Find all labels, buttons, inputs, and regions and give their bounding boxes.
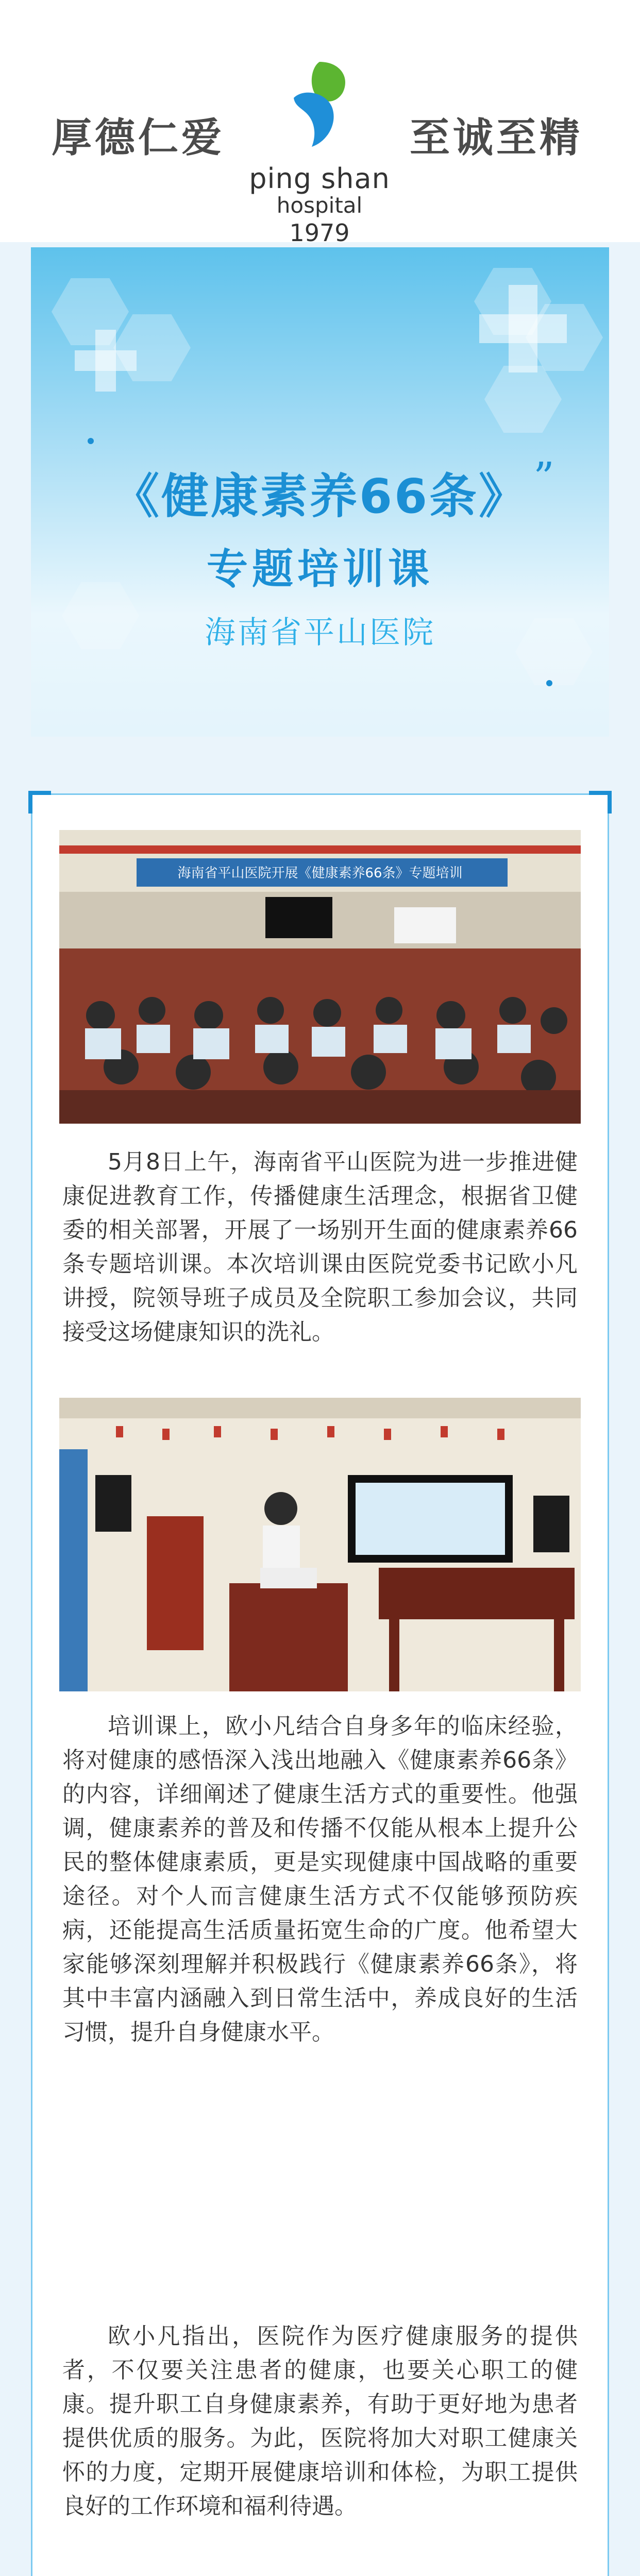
slogan-right: 至诚至精 xyxy=(410,115,583,161)
banner-organization: 海南省平山医院 xyxy=(205,615,435,651)
paragraph-1: 5月8日上午，海南省平山医院为进一步推进健康促进教育工作，传播健康生活理念，根据省卫健委的相关部署，开展了一场别开生面的健康素养66条专题培训课。本次培训课由医院党委书记欧小凡讲授，院领导班子成员及全院职工参加会议，共同接受这场健康知识的洗礼。 xyxy=(62,1149,578,1345)
logo-mark-icon xyxy=(283,57,356,149)
corner-decoration xyxy=(589,791,612,814)
corner-decoration xyxy=(28,791,51,814)
decoration-dot xyxy=(546,680,552,686)
banner-subtitle: 专题培训课 xyxy=(207,545,433,593)
medical-cross-icon xyxy=(509,285,537,372)
decoration-dot xyxy=(88,438,94,444)
article-card-1 xyxy=(31,793,609,2576)
quote-mark: ” xyxy=(533,453,554,501)
hospital-logo xyxy=(242,57,397,247)
logo-sub: hospital xyxy=(276,193,363,218)
banner-title: 《健康素养66条》 xyxy=(111,469,529,524)
speaker-photo xyxy=(59,1398,581,1691)
paragraph-2: 培训课上，欧小凡结合自身多年的临床经验，将对健康的感悟深入浅出地融入《健康素养66条》的内容，详细阐述了健康生活方式的重要性。他强调，健康素养的普及和传播不仅能从根本上提升公民的整体健康素质，更是实现健康中国战略的重要途径。对个人而言健康生活方式不仅能够预防疾病，还能提高生活质量拓宽生命的广度。他希望大家能够深刻理解并积极践行《健康素养66条》，将其中丰富内涵融入到日常生活中，养成良好的生活习惯，提升自身健康水平。 xyxy=(62,1713,578,2045)
slogan-left: 厚德仁爱 xyxy=(52,115,225,161)
page-header xyxy=(0,0,640,247)
paragraph-3: 欧小凡指出，医院作为医疗健康服务的提供者，不仅要关注患者的健康，也要关心职工的健康。提升职工自身健康素养，有助于更好地为患者提供优质的服务。为此，医院将加大对职工健康关怀的力度，定期开展健康培训和体检，为职工提供良好的工作环境和福利待遇。 xyxy=(62,2323,578,2519)
title-banner xyxy=(31,247,609,737)
medical-cross-icon xyxy=(95,330,116,392)
logo-year: 1979 xyxy=(289,219,350,247)
hexagon-decoration xyxy=(484,366,562,433)
hexagon-decoration xyxy=(113,314,191,381)
screen-caption: 海南省平山医院开展《健康素养66条》专题培训 xyxy=(177,866,463,881)
hexagon-decoration xyxy=(52,278,129,345)
logo-name: ping shan xyxy=(249,162,390,195)
meeting-hall-photo xyxy=(59,830,581,1124)
